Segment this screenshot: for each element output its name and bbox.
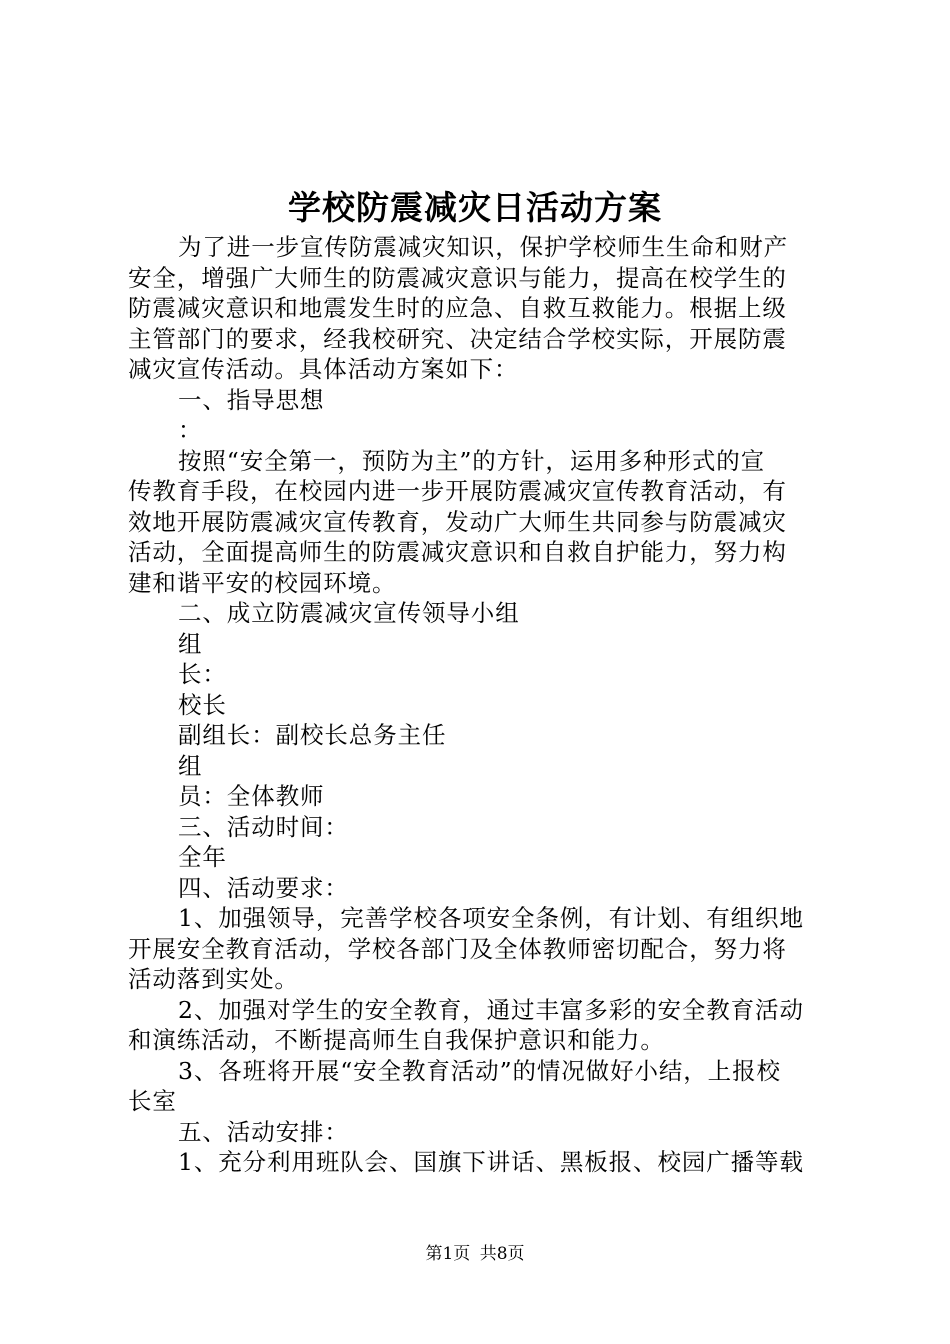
text-line: 组 bbox=[178, 629, 203, 658]
text-line: 副组长：副校长总务主任 bbox=[178, 721, 447, 749]
text-line: 按照“安全第一，预防为主”的方针，运用多种形式的宣 bbox=[178, 446, 766, 475]
page-number: 第1页 bbox=[425, 1244, 471, 1264]
text-line: 长： bbox=[178, 660, 227, 688]
page-total: 共8页 bbox=[479, 1244, 525, 1264]
text-line: 员：全体教师 bbox=[178, 782, 325, 810]
text-line: 开展安全教育活动，学校各部门及全体教师密切配合，努力将 bbox=[128, 934, 787, 963]
text-line: 主管部门的要求，经我校研究、决定结合学校实际，开展防震 bbox=[128, 324, 787, 353]
text-line: 校长 bbox=[178, 690, 227, 719]
text-line: 3、各班将开展“安全教育活动”的情况做好小结，上报校 bbox=[178, 1056, 781, 1085]
text-line: 效地开展防震减灾宣传教育，发动广大师生共同参与防震减灾 bbox=[128, 507, 787, 536]
text-line: 二、成立防震减灾宣传领导小组 bbox=[178, 599, 520, 627]
text-line: 全年 bbox=[178, 843, 227, 871]
document-body bbox=[128, 232, 832, 1178]
text-line: ： bbox=[178, 416, 203, 444]
text-line: 组 bbox=[178, 751, 203, 780]
text-line: 四、活动要求： bbox=[178, 873, 349, 902]
text-line: 活动，全面提高师生的防震减灾意识和自救自护能力，努力构 bbox=[128, 538, 787, 566]
text-line: 长室 bbox=[128, 1087, 177, 1115]
text-line: 防震减灾意识和地震发生时的应急、自救互救能力。根据上级 bbox=[128, 294, 787, 322]
document-title: 学校防震减灾日活动方案 bbox=[288, 188, 662, 227]
text-line: 安全，增强广大师生的防震减灾意识与能力，提高在校学生的 bbox=[128, 263, 787, 292]
page-footer bbox=[0, 1242, 950, 1266]
text-line: 减灾宣传活动。具体活动方案如下： bbox=[128, 355, 519, 383]
text-line: 1、充分利用班队会、国旗下讲话、黑板报、校园广播等载 bbox=[178, 1148, 804, 1176]
text-line: 活动落到实处。 bbox=[128, 965, 299, 993]
text-line: 建和谐平安的校园环境。 bbox=[128, 568, 397, 597]
text-line: 传教育手段，在校园内进一步开展防震减灾宣传教育活动，有 bbox=[128, 477, 787, 505]
text-line: 一、指导思想 bbox=[178, 385, 325, 414]
text-line: 和演练活动，不断提高师生自我保护意识和能力。 bbox=[128, 1026, 665, 1054]
text-line: 2、加强对学生的安全教育，通过丰富多彩的安全教育活动 bbox=[178, 995, 804, 1024]
text-line: 为了进一步宣传防震减灾知识，保护学校师生生命和财产 bbox=[178, 233, 788, 261]
text-line: 三、活动时间： bbox=[178, 812, 349, 841]
text-line: 五、活动安排： bbox=[178, 1117, 349, 1146]
text-line: 1、加强领导，完善学校各项安全条例，有计划、有组织地 bbox=[178, 904, 804, 932]
